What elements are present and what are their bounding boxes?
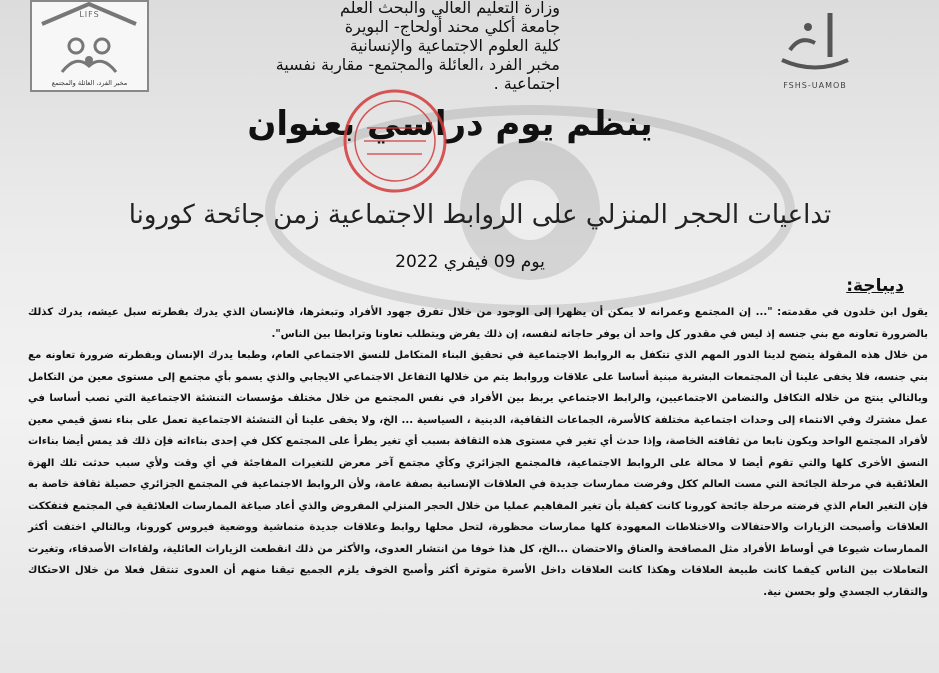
logo-right-text: FSHS-UAMOB: [783, 81, 847, 90]
faculty-emblem-icon: [770, 5, 860, 77]
institution-header: [260, 0, 560, 93]
lab-logo-left: [30, 0, 149, 92]
logo-left-text: LIFS: [79, 10, 100, 19]
laboratory-line: مخبر الفرد ،العائلة والمجتمع- مقاربة نفسية اجتماعية .: [275, 55, 560, 93]
event-title: تداعيات الحجر المنزلي على الروابط الاجتماعية زمن جائحة كورونا: [128, 200, 832, 230]
preamble-heading: ديباجة:: [846, 276, 904, 296]
ministry-line: وزارة التعليم العالي والبحث العلم: [339, 0, 560, 17]
faculty-logo-right: [770, 5, 860, 90]
university-line: جامعة أكلي محند أولحاج- البويرة: [344, 17, 560, 36]
faculty-line: كلية العلوم الاجتماعية والإنسانية: [349, 36, 560, 55]
paragraph-main: من خلال هذه المقولة يتضح لدينا الدور المهم الذي تتكفل به الروابط الاجتماعية في تحقيق البناء المتكامل للنسق الاجتماعي العام، وطبعا يدرك الإنسان وبفطرته ضرورة تعاونه مع بني جنسه، فلا يخفى علينا أن المجتمعات البشرية مبنية أساسا على علاقات وروابط يتم من خلالها التفاعل الاجتماعي الايجابي والذي يسمو بأي مجتمع إلى مستوى معين من التكامل وبالتالي ينتج من خلاله التكافل والتضامن الاجتماعيين، والرابط الاجتماعي يربط بين الأفراد في نفس المجتمع من خلال مختلف مؤسسات التنشئة الاجتماعية التي تصب أساسا في عمل مشترك وفي الانتماء إلى وحدات اجتماعية مختلفة كالأسرة، الجماعات الثقافية، الدينية ، السياسية ... الخ، ولا يخفى علينا أن التنشئة الاجتماعية تعمل على بناء نسق قيمي معين لأفراد المجتمع الواحد ويكون نابعا من ثقافته الخاصة، وإذا حدث أي تغير في مستوى هذه الثقافة بسبب أي تغير يطرأ على المجتمع ككل في إحدى بناءاته فإن ذلك قد يمس أيضا بناءات النسق الأخرى كلها والتي تقوم أيضا لا محالة على الروابط الاجتماعية، فالمجتمع الجزائري وكأي مجتمع آخر معرض للتغيرات المفاجئة في أي وقت ولأي سبب حدثت تلك الهزة العلائقية في مرحلة الجائحة التي مست العالم ككل وفرضت ممارسات جديدة في العلاقات الإنسانية بصفة عامة، ولأن الروابط الاجتماعية في المجتمع الجزائري حصيلة ثقافة خاصة به فإن التغير العام الذي فرضته مرحلة جائحة كورونا كانت كفيلة بأن تغير المفاهيم عمليا من خلال الحجر المنزلي المفروض والذي أعاد صياغة الممارسات العلائقية في المجتمع فتفككت العلاقات وأصبحت الزيارات والاحتفالات والاختلاطات المعهودة كلها ممارسات محظورة، لتحل محلها روابط وعلاقات جديدة متماشية ووضعية فيروس كورونا، وبالتالي اختفت أكثر الممارسات شيوعا في أوساط الأفراد مثل المصافحة والعناق والاحتضان ...الخ، كل هذا خوفا من انتشار العدوى، والأكثر من ذلك انقطعت الزيارات العائلية، ولقاءات الأصدقاء، وتغيرت التعاملات بين الناس كيفما كانت طبيعة العلاقات وهكذا كانت العلاقات داخل الأسرة متوترة أكثر وأصبح الخوف يلزم الجميع تيقنا منهم أن العدوى تنتقل فعلا من خلال الاحتكاك والتقارب الجسدي ولو بحسن نية.: [28, 350, 928, 598]
preamble-body: [28, 302, 928, 603]
paragraph-quote: يقول ابن خلدون في مقدمته: "... إن المجتمع وعمرانه لا يمكن أن يظهرا إلى الوجود من خلال تفرق جهود الأفراد وتبعثرها، فالإنسان الذي يدرك بفطرته سبل عيشه، يدرك كذلك بالضرورة تعاونه مع بني جنسه إذ ليس في مقدور كل واحد أن يوفر حاجاته لنفسه، إن ذلك يفرض ويتطلب تعاونا وترابطا بين الناس".: [28, 307, 928, 340]
laboratory-stamp-icon: [342, 88, 448, 194]
event-date: يوم 09 فيفري 2022: [395, 252, 545, 272]
announcement-heading: ينظم يوم دراسي بعنوان: [247, 104, 653, 144]
logo-left-caption: مخبر الفرد، العائلة والمجتمع: [51, 79, 128, 87]
